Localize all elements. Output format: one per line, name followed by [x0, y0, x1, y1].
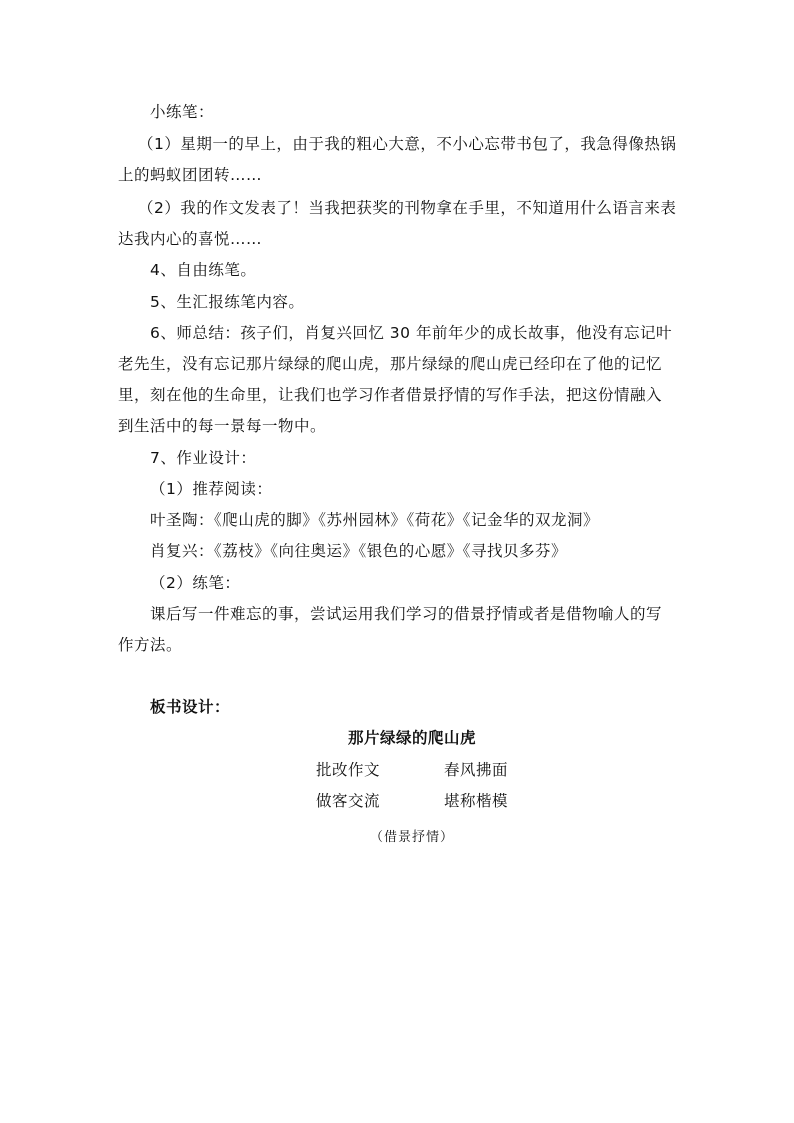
step-7: 7、作业设计： [150, 449, 257, 467]
board-row2-right: 堪称楷模 [444, 792, 509, 810]
practice-item-1-line-2: 上的蚂蚁团团转…… [118, 166, 263, 184]
practice-item-2-line-2: 达我内心的喜悦…… [118, 230, 263, 248]
step-6-line-4: 到生活中的每一景每一物中。 [118, 417, 327, 435]
homework-1-label: （1）推荐阅读： [150, 480, 273, 498]
reading-list-ye: 叶圣陶：《爬山虎的脚》《苏州园林》《荷花》《记金华的双龙洞》 [150, 511, 600, 529]
step-4: 4、自由练笔。 [150, 261, 257, 279]
step-6-line-3: 里，刻在他的生命里，让我们也学习作者借景抒情的写作手法，把这份情融入 [118, 386, 663, 404]
practice-item-2-line-1: （2）我的作文发表了！当我把获奖的刊物拿在手里，不知道用什么语言来表 [138, 199, 677, 217]
step-6-line-2: 老先生，没有忘记那片绿绿的爬山虎，那片绿绿的爬山虎已经印在了他的记忆 [118, 355, 663, 373]
homework-2-line-2: 作方法。 [118, 636, 183, 654]
reading-list-xiao: 肖复兴：《荔枝》《向往奥运》《银色的心愿》《寻找贝多芬》 [150, 542, 568, 560]
step-6-line-1: 6、师总结：孩子们，肖复兴回忆 30 年前年少的成长故事，他没有忘记叶 [150, 324, 672, 342]
board-title: 那片绿绿的爬山虎 [348, 729, 477, 747]
homework-2-label: （2）练笔： [150, 574, 241, 592]
step-5: 5、生汇报练笔内容。 [150, 293, 305, 311]
practice-item-1-line-1: （1）星期一的早上，由于我的粗心大意，不小心忘带书包了，我急得像热锅 [138, 135, 677, 153]
board-row1-left: 批改作文 [316, 761, 381, 779]
practice-heading: 小练笔： [150, 103, 215, 121]
homework-2-line-1: 课后写一件难忘的事，尝试运用我们学习的借景抒情或者是借物喻人的写 [150, 605, 663, 623]
board-summary: （借景抒情） [370, 830, 455, 845]
board-row1-right: 春风拂面 [444, 761, 509, 779]
board-heading: 板书设计： [150, 698, 231, 716]
board-row2-left: 做客交流 [316, 792, 381, 810]
